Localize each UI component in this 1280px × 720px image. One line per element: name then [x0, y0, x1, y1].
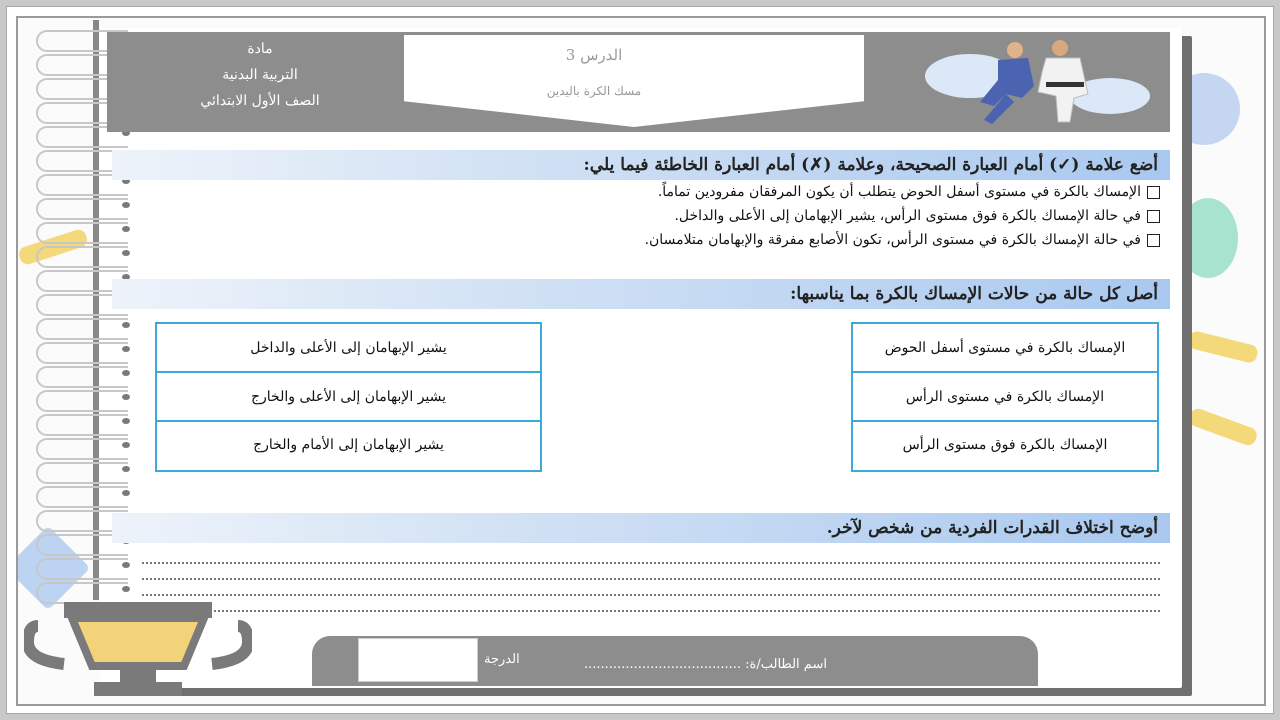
cases-column: [851, 322, 1159, 472]
section3-instruction: أوضح اختلاف القدرات الفردية من شخص لآخر.: [112, 513, 1170, 543]
grade-label: الدرجة: [484, 652, 520, 667]
student-name-field[interactable]: اسم الطالب/ة: ......................................: [584, 657, 827, 672]
lesson-number: الدرس 3: [565, 46, 623, 64]
subject-name: التربية البدنية: [222, 67, 298, 83]
statement-3-text: في حالة الإمساك بالكرة في مستوى الرأس، تكون الأصابع مفرقة والإبهامان متلامسان.: [644, 232, 1141, 248]
statement-2-text: في حالة الإمساك بالكرة فوق مستوى الرأس، يشير الإبهامان إلى الأعلى والداخل.: [674, 208, 1141, 224]
case-1[interactable]: الإمساك بالكرة في مستوى أسفل الحوض: [853, 324, 1157, 373]
statement-1-text: الإمساك بالكرة في مستوى أسفل الحوض يتطلب أن يكون المرفقان مفرودين تماماً.: [657, 184, 1141, 200]
answer-line-4[interactable]: [142, 610, 1160, 612]
answer-2[interactable]: يشير الإبهامان إلى الأعلى والخارج: [157, 373, 540, 422]
case-2[interactable]: الإمساك بالكرة في مستوى الرأس: [853, 373, 1157, 422]
decor-yellow-stroke-2: [1187, 407, 1259, 448]
decor-yellow-stroke: [1187, 330, 1259, 364]
checkbox-3[interactable]: [1147, 234, 1160, 247]
decor-green-shape: [1178, 198, 1238, 278]
subject-label: مادة: [247, 41, 273, 57]
grade-box[interactable]: [358, 638, 478, 682]
statement-3: [645, 232, 1160, 248]
answer-1[interactable]: يشير الإبهامان إلى الأعلى والداخل: [157, 324, 540, 373]
answer-line-1[interactable]: [142, 562, 1160, 564]
section1-instruction: أضع علامة (✓) أمام العبارة الصحيحة، وعلامة (✗) أمام العبارة الخاطئة فيما يلي:: [112, 150, 1170, 180]
subject-block: [150, 36, 370, 114]
checkbox-2[interactable]: [1147, 210, 1160, 223]
grade-level: الصف الأول الابتدائي: [200, 93, 320, 109]
lesson-title: مسك الكرة باليدين: [546, 84, 642, 98]
answer-line-3[interactable]: [142, 594, 1160, 596]
judo-illustration-icon: [910, 36, 1160, 128]
answer-3[interactable]: يشير الإبهامان إلى الأمام والخارج: [253, 437, 444, 453]
case-3[interactable]: الإمساك بالكرة فوق مستوى الرأس: [902, 437, 1108, 453]
section2-instruction: أصل كل حالة من حالات الإمساك بالكرة بما يناسبها:: [112, 279, 1170, 309]
statement-2: [674, 208, 1160, 224]
answer-line-2[interactable]: [142, 578, 1160, 580]
trophy-icon: [24, 596, 252, 696]
checkbox-1[interactable]: [1147, 186, 1160, 199]
statement-1: [658, 184, 1160, 200]
answers-column: [155, 322, 542, 472]
